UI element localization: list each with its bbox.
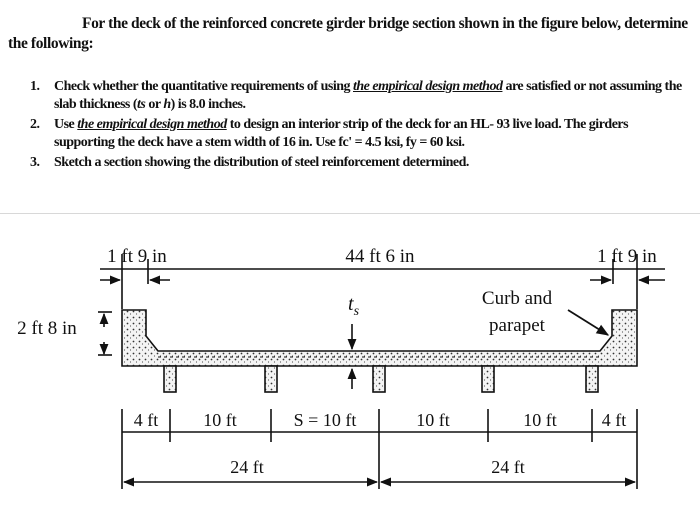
problem-list <box>30 78 690 174</box>
dim-left-half: 24 ft <box>230 457 264 477</box>
dim-parapet-height: 2 ft 8 in <box>17 318 77 339</box>
bridge-section-drawing <box>0 214 700 520</box>
dim-right-overhang: 1 ft 9 in <box>597 246 657 267</box>
item-number: 1. <box>30 79 40 94</box>
spacing-label: 4 ft <box>133 410 159 430</box>
girder-2 <box>265 366 277 392</box>
curb-label-line2: parapet <box>489 315 545 336</box>
parapet-height-arrow <box>98 312 112 355</box>
item-number: 3. <box>30 155 40 170</box>
item-number: 2. <box>30 117 40 132</box>
spacing-label: S = 10 ft <box>293 410 357 430</box>
problem-item-1: 1. Check whether the quantitative requirements of using the empirical design method are satisfied or not assuming the slab thickness (ts or h) is 8.0 inches. <box>30 79 682 112</box>
curb-label-line1: Curb and <box>481 288 553 309</box>
girder-5 <box>586 366 598 392</box>
girder-3 <box>373 366 385 392</box>
spacing-label: 10 ft <box>203 410 237 430</box>
girder-4 <box>482 366 494 392</box>
problem-intro: For the deck of the reinforced concrete girder bridge section shown in the figure below, determine the following: <box>8 15 688 52</box>
dim-left-overhang: 1 ft 9 in <box>107 246 167 267</box>
slab-thickness-label: $t_s$ <box>348 293 360 319</box>
emphasis-empirical-method: the empirical design method <box>77 117 227 132</box>
spacing-label: 10 ft <box>416 410 450 430</box>
dim-deck-width: 44 ft 6 in <box>345 246 415 267</box>
problem-item-3: 3. Sketch a section showing the distribution of steel reinforcement determined. <box>30 155 469 170</box>
curb-pointer-arrow <box>568 310 608 335</box>
emphasis-empirical-method: the empirical design method <box>353 79 503 94</box>
girders <box>164 366 598 392</box>
bridge-section-figure <box>0 213 700 520</box>
girder-1 <box>164 366 176 392</box>
dim-right-half: 24 ft <box>491 457 525 477</box>
spacing-label: 10 ft <box>523 410 557 430</box>
deck-slab <box>122 310 637 366</box>
problem-statement <box>0 0 700 213</box>
problem-item-2: 2. Use the empirical design method to design an interior strip of the deck for an HL- 93 live load. The girders supporting the deck have a stem width of 16 in. Use fc' = 4.5 ksi, fy = 60 ksi. <box>30 117 629 150</box>
spacing-dimension <box>122 409 637 489</box>
spacing-label: 4 ft <box>601 410 627 430</box>
